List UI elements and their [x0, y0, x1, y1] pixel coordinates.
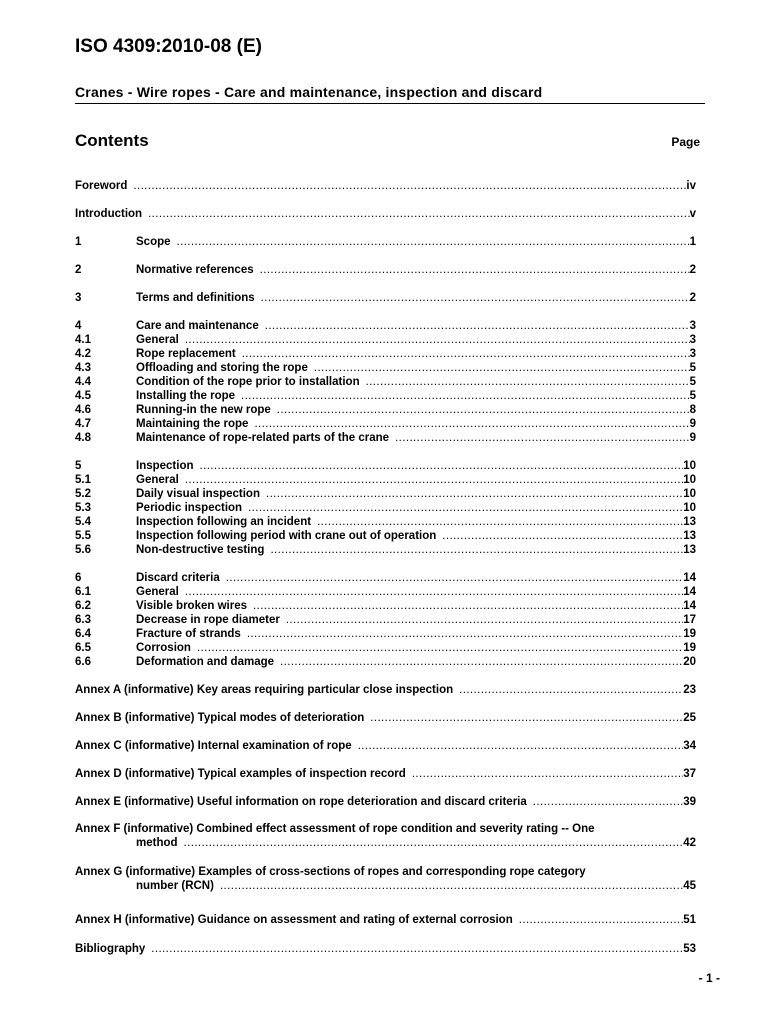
toc-entry-number: 5.6: [75, 544, 91, 556]
toc-entry-title: Annex H (informative) Guidance on assessment and rating of external corrosion: [75, 914, 513, 926]
toc-entry-number: 6: [75, 572, 82, 584]
toc-entry-annex-f-line1[interactable]: Annex F (informative) Combined effect assessment of rope condition and severity rating -- One: [75, 823, 595, 835]
toc-leader: [242, 347, 690, 361]
toc-entry-clause-6-5[interactable]: [75, 641, 696, 655]
toc-leader: [314, 361, 690, 375]
toc-entry-title: General: [136, 474, 179, 486]
toc-leader: [395, 431, 690, 445]
toc-entry-title: Visible broken wires: [136, 600, 248, 612]
toc-entry-number: 4.7: [75, 418, 91, 430]
toc-entry-number: 4.6: [75, 404, 91, 416]
header-divider: [75, 103, 705, 104]
toc-entry-page: 14: [683, 586, 696, 598]
toc-entry-number: 5: [75, 460, 82, 472]
toc-entry-clause-4-3[interactable]: [75, 361, 696, 375]
toc-leader: [241, 389, 690, 403]
toc-entry-title: Maintenance of rope-related parts of the crane: [136, 432, 390, 444]
toc-entry-title: Condition of the rope prior to installation: [136, 376, 360, 388]
toc-entry-page: v: [689, 208, 696, 220]
toc-entry-introduction[interactable]: [75, 207, 696, 221]
toc-entry-clause-4-7[interactable]: [75, 417, 696, 431]
toc-entry-page: 10: [683, 488, 696, 500]
toc-entry-title: Annex D (informative) Typical examples of inspection record: [75, 768, 406, 780]
toc-leader: [133, 179, 686, 193]
toc-entry-page: 2: [689, 264, 696, 276]
toc-leader: [248, 501, 683, 515]
toc-entry-number: 3: [75, 292, 82, 304]
toc-entry-number: 4: [75, 320, 82, 332]
toc-entry-title: Discard criteria: [136, 572, 220, 584]
toc-entry-bibliography[interactable]: [75, 942, 696, 956]
toc-leader: [265, 319, 690, 333]
toc-leader: [266, 487, 683, 501]
toc-leader: [280, 655, 683, 669]
toc-leader: [184, 836, 684, 850]
toc-entry-page: iv: [686, 180, 696, 192]
toc-entry-title: Offloading and storing the rope: [136, 362, 308, 374]
toc-entry-page: 37: [683, 768, 696, 780]
toc-entry-title: Normative references: [136, 264, 254, 276]
toc-entry-clause-4-1[interactable]: [75, 333, 696, 347]
toc-entry-page: 19: [683, 642, 696, 654]
toc-leader: [260, 263, 690, 277]
toc-entry-title: Fracture of strands: [136, 628, 241, 640]
toc-leader: [148, 207, 690, 221]
toc-entry-page: 20: [683, 656, 696, 668]
toc-entry-title: Annex B (informative) Typical modes of deterioration: [75, 712, 365, 724]
toc-entry-number: 4.2: [75, 348, 91, 360]
toc-entry-page: 9: [689, 418, 696, 430]
toc-entry-title: Periodic inspection: [136, 502, 243, 514]
toc-leader: [366, 375, 690, 389]
toc-leader: [370, 711, 683, 725]
toc-entry-title: Annex C (informative) Internal examination of rope: [75, 740, 352, 752]
toc-entry-annex-b[interactable]: [75, 711, 696, 725]
toc-leader: [177, 235, 690, 249]
toc-entry-clause-4-2[interactable]: [75, 347, 696, 361]
toc-entry-number: 4.1: [75, 334, 91, 346]
toc-entry-number: 6.4: [75, 628, 91, 640]
toc-entry-annex-d[interactable]: [75, 767, 696, 781]
toc-entry-title: Daily visual inspection: [136, 488, 260, 500]
toc-entry-title: Introduction: [75, 208, 143, 220]
toc-leader: [270, 543, 683, 557]
toc-entry-clause-6-6[interactable]: [75, 655, 696, 669]
toc-entry-page: 45: [683, 880, 696, 892]
toc-entry-title: Deformation and damage: [136, 656, 275, 668]
toc-entry-title: Rope replacement: [136, 348, 236, 360]
toc-entry-clause-3[interactable]: [75, 291, 696, 305]
toc-entry-clause-5-3[interactable]: [75, 501, 696, 515]
toc-entry-title: General: [136, 586, 179, 598]
toc-entry-clause-2[interactable]: [75, 263, 696, 277]
toc-entry-title: number (RCN): [136, 880, 214, 892]
toc-leader: [226, 571, 683, 585]
page-column-label: Page: [671, 135, 700, 149]
toc-leader: [277, 403, 690, 417]
toc-entry-clause-4-6[interactable]: [75, 403, 696, 417]
toc-entry-page: 5: [689, 390, 696, 402]
toc-entry-annex-a[interactable]: [75, 683, 696, 697]
toc-leader: [358, 739, 684, 753]
toc-entry-title: Foreword: [75, 180, 128, 192]
toc-leader: [253, 599, 683, 613]
toc-entry-annex-e[interactable]: [75, 795, 696, 809]
toc-leader: [197, 641, 683, 655]
toc-entry-page: 13: [683, 516, 696, 528]
toc-leader: [442, 529, 683, 543]
toc-leader: [286, 613, 683, 627]
toc-leader: [151, 942, 683, 956]
toc-entry-title: Non-destructive testing: [136, 544, 265, 556]
toc-leader: [261, 291, 690, 305]
toc-entry-page: 10: [683, 460, 696, 472]
toc-entry-title: Running-in the new rope: [136, 404, 271, 416]
toc-leader: [220, 879, 683, 893]
toc-entry-annex-g-line1[interactable]: Annex G (informative) Examples of cross-sections of ropes and corresponding rope category: [75, 866, 586, 878]
toc-entry-title: Inspection following period with crane out of operation: [136, 530, 437, 542]
toc-leader: [317, 515, 683, 529]
toc-entry-clause-5-2[interactable]: [75, 487, 696, 501]
toc-entry-page: 42: [683, 837, 696, 849]
toc-entry-title: Inspection: [136, 460, 194, 472]
toc-entry-number: 5.3: [75, 502, 91, 514]
toc-entry-clause-5[interactable]: [75, 459, 696, 473]
toc-entry-annex-g[interactable]: [136, 879, 696, 893]
toc-entry-page: 8: [689, 404, 696, 416]
toc-entry-clause-4-5[interactable]: [75, 389, 696, 403]
toc-entry-title: Maintaining the rope: [136, 418, 249, 430]
toc-entry-page: 5: [689, 376, 696, 388]
toc-entry-title: Bibliography: [75, 943, 146, 955]
toc-entry-number: 5.5: [75, 530, 91, 542]
toc-entry-number: 6.3: [75, 614, 91, 626]
toc-entry-page: 13: [683, 530, 696, 542]
toc-entry-number: 2: [75, 264, 82, 276]
toc-entry-title: Terms and definitions: [136, 292, 255, 304]
toc-entry-clause-5-4[interactable]: [75, 515, 696, 529]
toc-leader: [412, 767, 683, 781]
toc-entry-title: Care and maintenance: [136, 320, 259, 332]
contents-heading: Contents: [75, 131, 149, 150]
toc-entry-number: 6.5: [75, 642, 91, 654]
toc-entry-clause-5-6[interactable]: [75, 543, 696, 557]
toc-leader: [185, 585, 683, 599]
toc-entry-number: 4.5: [75, 390, 91, 402]
toc-entry-page: 13: [683, 544, 696, 556]
toc-entry-clause-6-4[interactable]: [75, 627, 696, 641]
toc-entry-title: method: [136, 837, 178, 849]
toc-entry-title: Installing the rope: [136, 390, 236, 402]
toc-entry-title: Annex A (informative) Key areas requiring particular close inspection: [75, 684, 454, 696]
toc-entry-page: 19: [683, 628, 696, 640]
toc-entry-page: 3: [689, 348, 696, 360]
toc-entry-page: 39: [683, 796, 696, 808]
toc-entry-number: 5.1: [75, 474, 91, 486]
toc-leader: [200, 459, 684, 473]
toc-entry-number: 6.6: [75, 656, 91, 668]
toc-entry-number: 5.2: [75, 488, 91, 500]
toc-entry-title: Scope: [136, 236, 171, 248]
toc-entry-page: 1: [689, 236, 696, 248]
toc-entry-clause-6-1[interactable]: [75, 585, 696, 599]
toc-entry-page: 10: [683, 502, 696, 514]
toc-entry-number: 4.4: [75, 376, 91, 388]
toc-leader: [185, 333, 690, 347]
toc-entry-page: 2: [689, 292, 696, 304]
toc-entry-number: 4.3: [75, 362, 91, 374]
toc-entry-title: General: [136, 334, 179, 346]
toc-entry-number: 4.8: [75, 432, 91, 444]
toc-entry-clause-5-1[interactable]: [75, 473, 696, 487]
toc-entry-title: Decrease in rope diameter: [136, 614, 280, 626]
toc-entry-number: 6.1: [75, 586, 91, 598]
toc-entry-clause-6-3[interactable]: [75, 613, 696, 627]
toc-entry-page: 10: [683, 474, 696, 486]
toc-entry-page: 3: [689, 334, 696, 346]
toc-entry-number: 6.2: [75, 600, 91, 612]
toc-entry-title: Corrosion: [136, 642, 191, 654]
toc-entry-clause-5-5[interactable]: [75, 529, 696, 543]
toc-entry-foreword[interactable]: [75, 179, 696, 193]
toc-entry-clause-1[interactable]: [75, 235, 696, 249]
toc-entry-page: 3: [689, 320, 696, 332]
toc-entry-title: Inspection following an incident: [136, 516, 312, 528]
toc-entry-page: 51: [683, 914, 696, 926]
toc-entry-clause-6-2[interactable]: [75, 599, 696, 613]
toc-entry-page: 25: [683, 712, 696, 724]
toc-leader: [185, 473, 683, 487]
toc-entry-page: 53: [683, 943, 696, 955]
toc-entry-annex-h[interactable]: [75, 913, 696, 927]
toc-entry-number: 5.4: [75, 516, 91, 528]
toc-entry-page: 34: [683, 740, 696, 752]
toc-entry-number: 1: [75, 236, 82, 248]
toc-entry-page: 5: [689, 362, 696, 374]
toc-entry-page: 23: [683, 684, 696, 696]
toc-entry-clause-4-4[interactable]: [75, 375, 696, 389]
document-subtitle: Cranes - Wire ropes - Care and maintenance, inspection and discard: [75, 84, 543, 100]
toc-entry-annex-f[interactable]: [136, 836, 696, 850]
toc-entry-page: 14: [683, 600, 696, 612]
toc-leader: [254, 417, 689, 431]
toc-entry-clause-4-8[interactable]: [75, 431, 696, 445]
toc-leader: [247, 627, 683, 641]
toc-leader: [519, 913, 683, 927]
toc-leader: [459, 683, 683, 697]
toc-entry-page: 9: [689, 432, 696, 444]
toc-entry-annex-c[interactable]: [75, 739, 696, 753]
toc-entry-clause-4[interactable]: [75, 319, 696, 333]
page-number: - 1 -: [698, 971, 720, 985]
toc-entry-title: Annex E (informative) Useful information on rope deterioration and discard criteria: [75, 796, 527, 808]
toc-leader: [533, 795, 683, 809]
toc-entry-page: 14: [683, 572, 696, 584]
toc-entry-clause-6[interactable]: [75, 571, 696, 585]
document-title: ISO 4309:2010-08 (E): [75, 36, 262, 57]
toc-entry-page: 17: [683, 614, 696, 626]
